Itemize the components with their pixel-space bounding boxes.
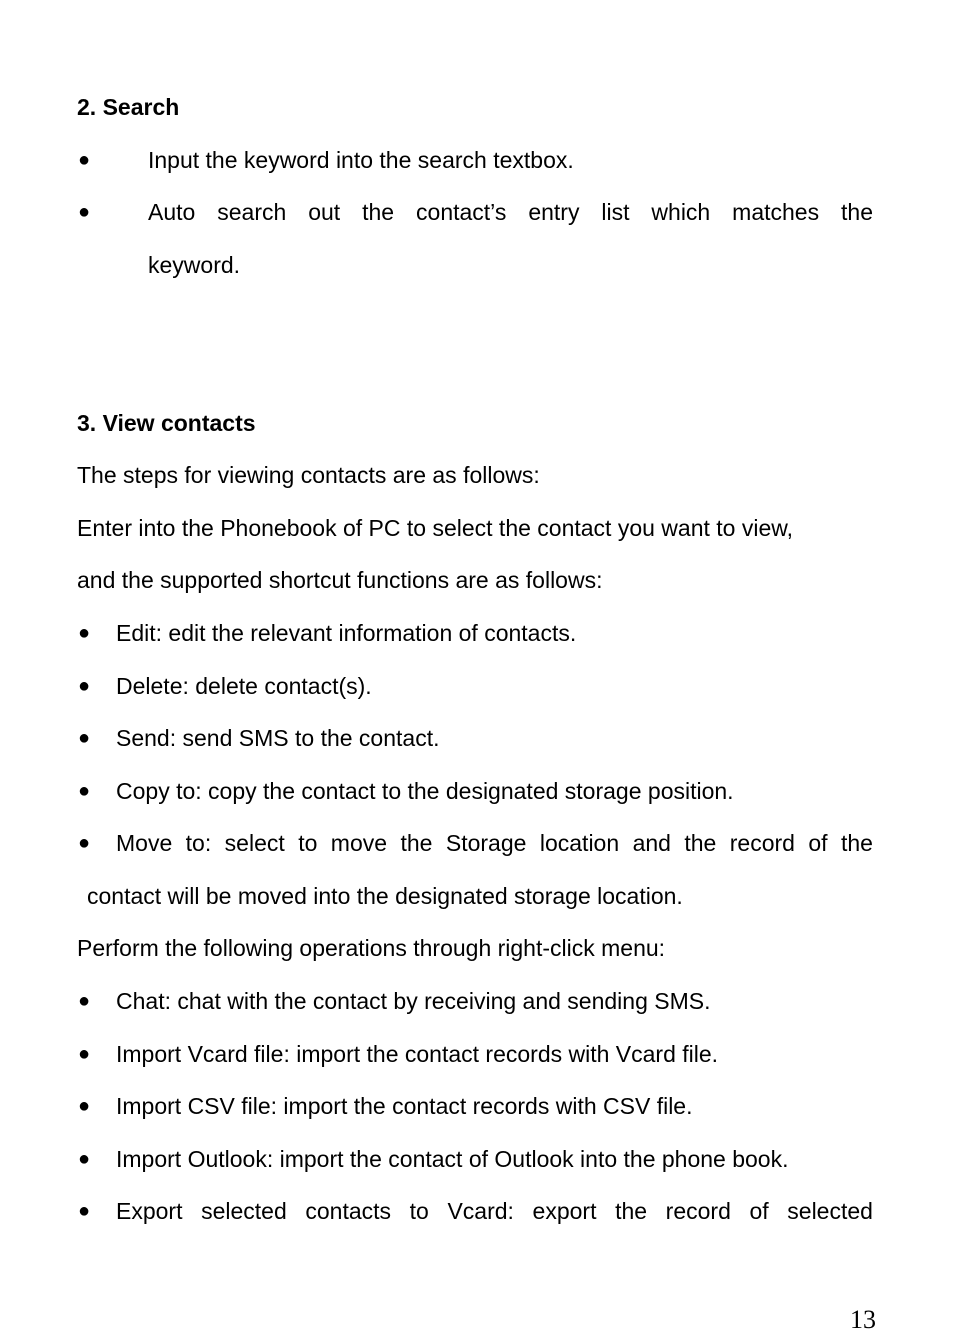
shortcut-copy-to: Copy to: copy the contact to the designated storage position. [116, 778, 734, 804]
bullet-icon: ● [77, 622, 91, 644]
word: selected [787, 1198, 873, 1224]
word: which [651, 199, 711, 225]
word: Storage [445, 830, 527, 856]
word: Export [116, 1198, 183, 1224]
bullet-icon: ● [77, 201, 91, 223]
bullet-icon: ● [77, 727, 91, 749]
word: of [808, 830, 828, 856]
word: and [632, 830, 671, 856]
bullet-icon: ● [77, 1043, 91, 1065]
word: of [749, 1198, 769, 1224]
bullet-icon: ● [77, 832, 91, 854]
bullet-icon: ● [77, 1148, 91, 1170]
word: the [362, 199, 395, 225]
view-paragraph-line-1: Enter into the Phonebook of PC to select the contact you want to view, [77, 515, 793, 541]
word: the [615, 1198, 648, 1224]
bullet-icon: ● [77, 990, 91, 1012]
word: Auto [148, 199, 196, 225]
word: record [665, 1198, 731, 1224]
word: to [409, 1198, 429, 1224]
search-bullet-2-line-2: keyword. [148, 252, 241, 278]
bullet-icon: ● [77, 675, 91, 697]
word: contact’s [416, 199, 507, 225]
menu-item-chat: Chat: chat with the contact by receiving and sending SMS. [116, 988, 711, 1014]
word: Move [116, 830, 173, 856]
word: contacts [305, 1198, 392, 1224]
page-number: 13 [850, 1305, 876, 1334]
shortcut-move-to-line-1 [116, 829, 873, 857]
word: move [330, 830, 388, 856]
word: select [224, 830, 285, 856]
bullet-icon: ● [77, 1200, 91, 1222]
word: out [308, 199, 341, 225]
section-heading-view-contacts: 3. View contacts [77, 410, 256, 436]
view-paragraph-line-2: and the supported shortcut functions are as follows: [77, 567, 603, 593]
word: to: [185, 830, 212, 856]
bullet-icon: ● [77, 149, 91, 171]
word: list [601, 199, 630, 225]
word: selected [201, 1198, 287, 1224]
menu-item-export-vcard [116, 1197, 873, 1225]
word: matches [732, 199, 820, 225]
word: the [400, 830, 433, 856]
view-intro: The steps for viewing contacts are as follows: [77, 462, 540, 488]
word: search [217, 199, 287, 225]
bullet-icon: ● [77, 1095, 91, 1117]
shortcut-move-to-line-2: contact will be moved into the designated storage location. [87, 883, 683, 909]
shortcut-send: Send: send SMS to the contact. [116, 725, 440, 751]
word: export [532, 1198, 597, 1224]
menu-item-import-vcard: Import Vcard file: import the contact records with Vcard file. [116, 1041, 719, 1067]
shortcut-delete: Delete: delete contact(s). [116, 673, 372, 699]
word: location [539, 830, 620, 856]
search-bullet-2-line-1 [148, 198, 873, 226]
shortcut-edit: Edit: edit the relevant information of contacts. [116, 620, 577, 646]
menu-item-import-outlook: Import Outlook: import the contact of Outlook into the phone book. [116, 1146, 789, 1172]
bullet-icon: ● [77, 780, 91, 802]
word: the [684, 830, 717, 856]
word: the [841, 199, 873, 225]
word: the [841, 830, 873, 856]
menu-item-import-csv: Import CSV file: import the contact records with CSV file. [116, 1093, 693, 1119]
word: to [298, 830, 318, 856]
section-heading-search: 2. Search [77, 94, 180, 120]
word: entry [528, 199, 580, 225]
word: Vcard: [447, 1198, 514, 1224]
word: record [729, 830, 795, 856]
search-bullet-1: Input the keyword into the search textbox. [148, 147, 574, 173]
right-click-intro: Perform the following operations through right-click menu: [77, 935, 666, 961]
